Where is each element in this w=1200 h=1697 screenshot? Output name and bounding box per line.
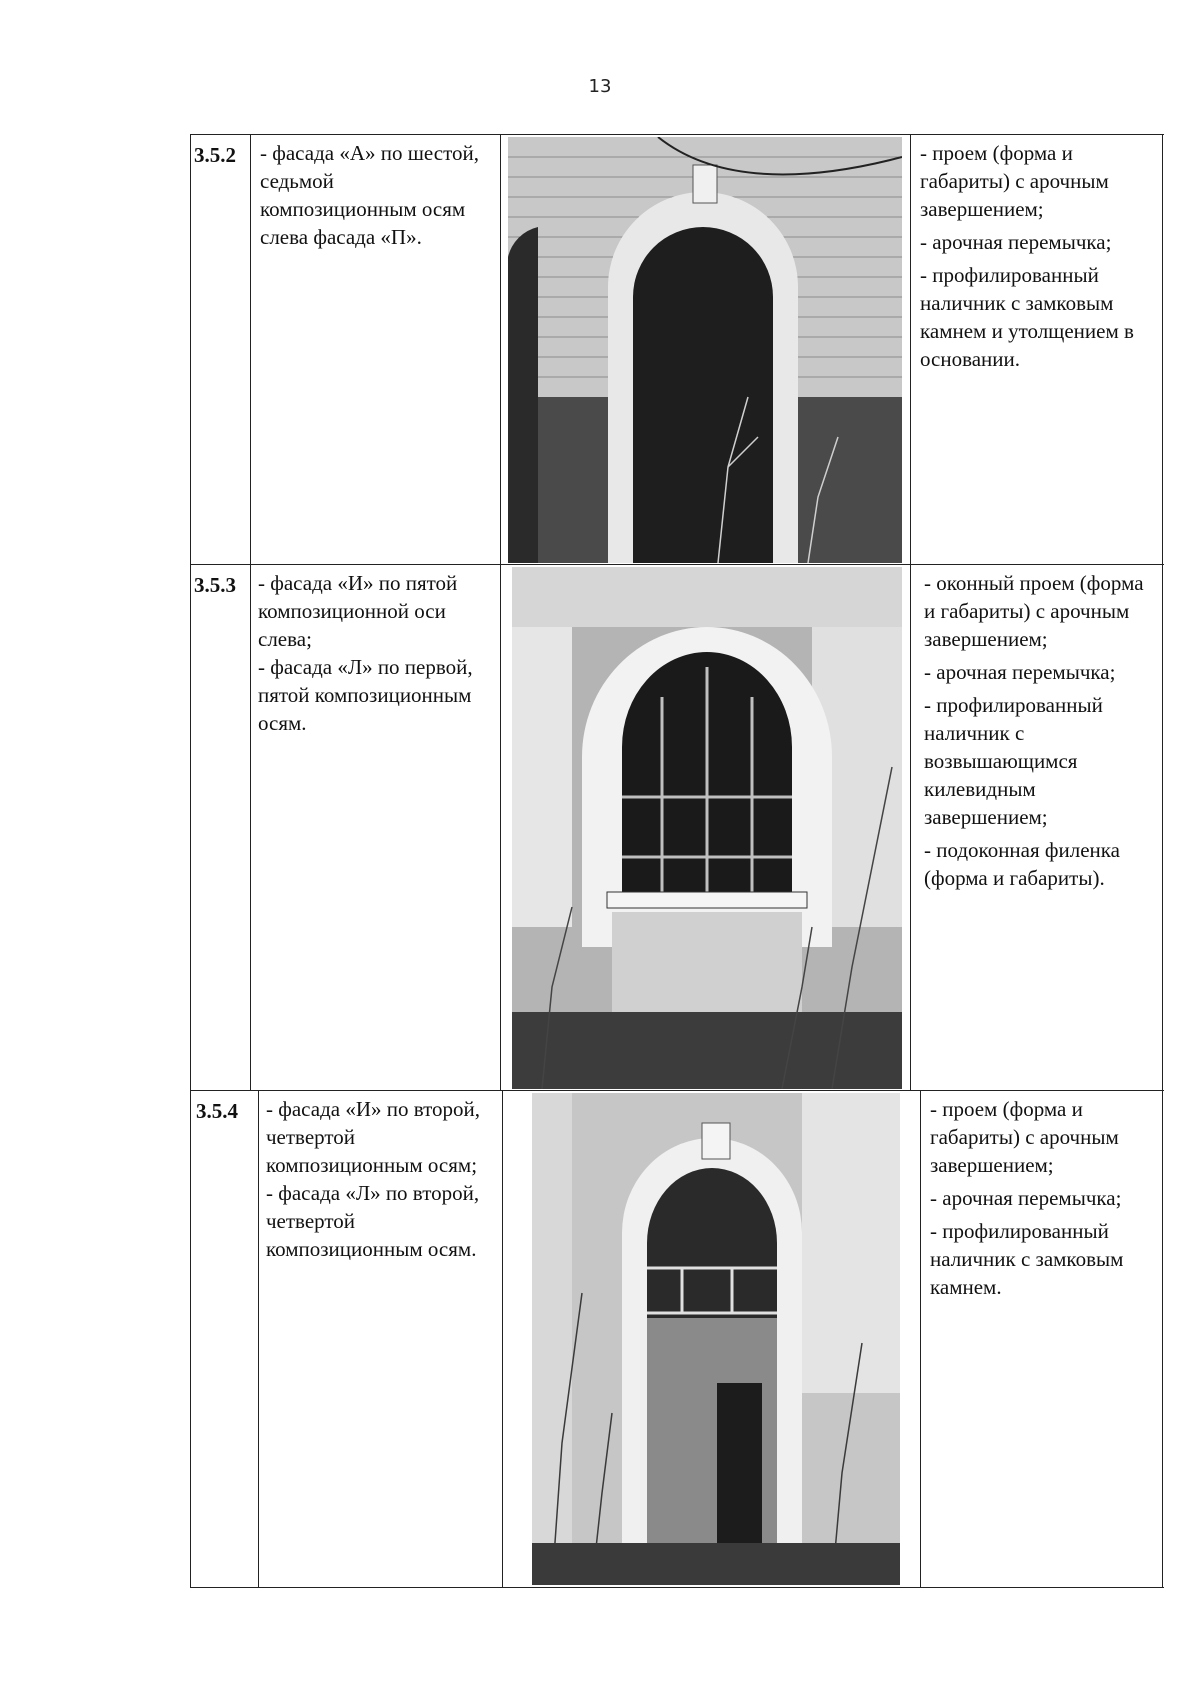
feature-item: - профилированный наличник с замковым камнем и утолщением в основании. xyxy=(920,263,1134,371)
location-description xyxy=(250,135,500,565)
facade-photo xyxy=(532,1093,900,1585)
facade-photo xyxy=(508,137,902,563)
feature-item: - арочная перемычка; xyxy=(920,230,1112,254)
location-description xyxy=(258,1091,502,1587)
location-text: - фасада «И» по второй, четвертой композиционным осям; xyxy=(266,1097,481,1177)
features-list xyxy=(910,135,1162,565)
feature-item: - арочная перемычка; xyxy=(924,660,1116,684)
location-description xyxy=(250,565,500,1091)
table-row xyxy=(190,134,1164,565)
item-number: 3.5.2 xyxy=(194,143,236,167)
location-text: - фасада «А» по шестой, седьмой композиционным осям слева фасада «П». xyxy=(260,141,479,249)
item-number: 3.5.4 xyxy=(196,1099,238,1123)
location-text: - фасада «Л» по второй, четвертой композиционным осям. xyxy=(266,1181,480,1261)
table-row xyxy=(190,564,1164,1091)
features-list xyxy=(920,1091,1162,1587)
feature-item: - проем (форма и габариты) с арочным завершением; xyxy=(930,1097,1119,1177)
table-row xyxy=(190,1090,1164,1588)
feature-item: - оконный проем (форма и габариты) с арочным завершением; xyxy=(924,571,1144,651)
feature-item: - арочная перемычка; xyxy=(930,1186,1122,1210)
location-text: - фасада «Л» по первой, пятой композиционным осям. xyxy=(258,655,473,735)
features-list xyxy=(910,565,1162,1091)
page-number: 13 xyxy=(588,76,612,97)
item-number: 3.5.3 xyxy=(194,573,236,597)
facade-photo xyxy=(512,567,902,1089)
location-text: - фасада «И» по пятой композиционной оси слева; xyxy=(258,571,458,651)
feature-item: - профилированный наличник с возвышающимся килевидным завершением; xyxy=(924,693,1103,829)
feature-item: - подоконная филенка (форма и габариты). xyxy=(924,838,1120,890)
feature-item: - проем (форма и габариты) с арочным завершением; xyxy=(920,141,1109,221)
feature-item: - профилированный наличник с замковым камнем. xyxy=(930,1219,1124,1299)
